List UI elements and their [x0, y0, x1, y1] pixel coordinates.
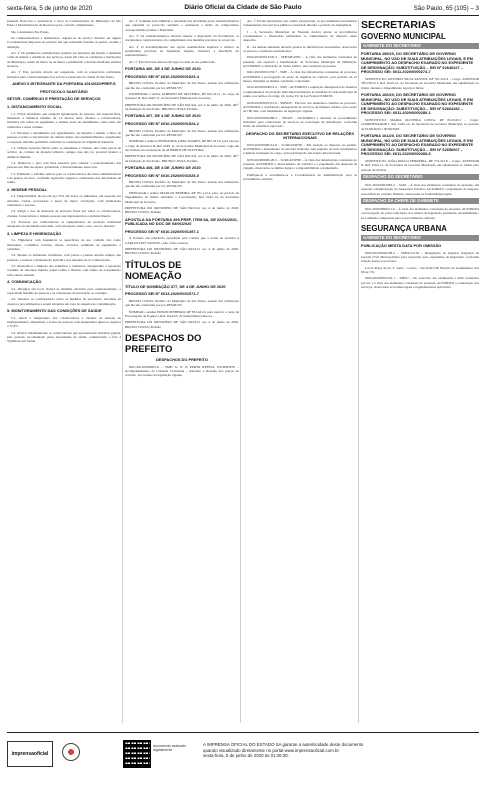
act-heading: PORTARIA 407, DE 4 DE JUNHO DE 2020	[125, 113, 201, 119]
authenticity-line-1: A IMPRENSA OFICIAL DO ESTADO SA garante a autenticidade deste documento	[203, 742, 364, 747]
paragraph: 4.1. Divulgar em local visível as medidas adotadas pelo estabelecimento, a capacidade máxima de pessoas e as orientações de prevenção ao contágio.	[7, 286, 121, 295]
paragraph: EXONERAR o senhor ALBERTO DE OLIVEIRA, RF 601.221.1, do cargo de Assessor II, Ref. DAS-11, da Secretaria Municipal de Governo.	[125, 91, 239, 101]
paragraph: BRUNO COVAS, Prefeito do Município de São Paulo, usando das atribuições que lhe são conferidas por lei, RESOLVE:	[125, 128, 239, 137]
paragraph: 6018.2020/0025515-9 - SMSUB - Em face dos elementos contidos no processo, AUTORIZO a contratação emergencial de serviços de limpeza urbana, pelo prazo de 180 dias, com fundamento na legislação vigente.	[243, 100, 357, 114]
paragraph: 6070.2020/0000114-8 – SCRI/ASSESP – Em atenção ao disposto no pedido, AUTORIZO o afastamento do servidor indicado, sem prejuízo de seus vencimentos e demais vantagens do cargo, para participação em evento internacional.	[243, 142, 357, 156]
paragraph: 6012.2020/0004874-2 - SMS - AUTORIZO a aquisição emergencial de insumos e equipamentos de proteção individual destinados às unidades da rede municipal de saúde, nos termos do artigo 24, inciso IV, da Lei Federal 8.666/93.	[243, 85, 357, 99]
process-number: PROCESSO SEI Nº 6010.2020/0001525-0	[125, 172, 199, 178]
process-number: PROCESSO SEI Nº 6013.2020/0001571-7	[125, 291, 199, 297]
paragraph: II - As demais unidades deverão prestar as informações necessárias, observados os prazos e condições estabelecidos.	[243, 44, 357, 54]
signature-block: PREFEITURA DO MUNICÍPIO DE SÃO PAULO, aos 4 de junho de 2020, 467º da fundação de São Paulo. BRUNO COVAS, Prefeito	[125, 154, 239, 163]
act-heading: PORTARIA 160/20, DO SECRETÁRIO DE GOVERNO MUNICIPAL, NO USO DE SUAS ATRIBUIÇÕES LEGAIS, E EM CUMPRIMENTO AO DESPACHO EXARADO NO EXPEDIENTE DE DESIGNAÇÃO: SUBSTITUIÇÃO – SEI Nº 62664282 – PROCESSO SEI: 6011.2020/0000280-1	[361, 92, 474, 116]
paragraph: 5.2. Afastar imediatamente os colaboradores que apresentarem sintomas gripais, pelo período recomendado pelas autoridades de saúde, comunicando o fato à Vigilância em Saúde.	[7, 330, 121, 344]
paragraph: Art. 4º O descumprimento das regras estabelecidas sujeitará o infrator às penalidades previstas na legislação vigente, inclusive a interdição do estabelecimento.	[125, 44, 239, 58]
paragraph: 2.1. Disponibilizar álcool em gel 70% em todos os ambientes, em especial nas entradas, caixas, provadores e áreas de maior circulação, com sinalização orientando o seu uso.	[7, 194, 121, 207]
paragraph: 3.2. Manter os ambientes ventilados, com portas e janelas abertas sempre que possível, e realizar a manutenção periódica dos sistemas de ar condicionado.	[7, 253, 121, 262]
signature-block: PREFEITURA DO MUNICÍPIO DE SÃO PAULO, aos 4 de junho de 2020. BRUNO COVAS, Prefeito	[125, 247, 239, 256]
paragraph: BRUNO COVAS, Prefeito do Município de São Paulo, usando das atribuições que lhe são conferidas por lei, RESOLVE:	[125, 81, 239, 90]
section-heading: SETOR: COMÉRCIO E PRESTAÇÃO DE SERVIÇOS	[7, 96, 101, 102]
act-heading: PUBLICAÇÃO MESTA DATA POR OMISSÃO	[361, 243, 442, 249]
paragraph: 6011.2020/0000211-9 – À vista dos elementos constantes do presente, AUTORIZO a prorrogação do prazo solicitado, nos termos da legislação pertinente, encaminhando-se à unidade competente para as providências cabíveis.	[361, 207, 479, 220]
column-4	[361, 19, 479, 727]
section-heading: 3. LIMPEZA E HIGIENIZAÇÃO	[7, 230, 62, 236]
act-heading: APOSTILA DA PORTARIA 399-PREF, ITEM 5A, DE 02/06/2020, PUBLICADA NO DOC DE 03/06/2020	[125, 216, 238, 227]
paragraph: Art. 5º Esta portaria deverá ser respeitada, com as respectivas atividades, inclusive para o funcionamento dos serviços essenciais da cidade de São Paulo.	[7, 70, 121, 79]
paragraph: DESIGNAR o senhor MARCOS PEREIRA, RF 701.112.4, para, no período de impedimento do titular, substituir o Coordenador, Ref. DAS-14, da Secretaria Municipal de Governo.	[125, 190, 239, 204]
section-heading: 2. HIGIENE PESSOAL	[7, 186, 47, 192]
signature-block: PREFEITURA DO MUNICÍPIO DE SÃO PAULO, aos 4 de junho de 2020, 467º da fundação de São Paulo. BRUNO COVAS, Prefeito	[125, 102, 239, 111]
section-heading: 4. COMUNICAÇÃO	[7, 279, 42, 284]
section-title: TÍTULOS DE NOMEAÇÃO	[125, 259, 182, 282]
paragraph: São a Assinatura Eas Partes.	[11, 29, 50, 34]
authenticity-line-3: sexta-feira, 5 de junho de 2020 às 01:26:30.	[203, 753, 289, 759]
paragraph: 1.1. Evitar atividades que ensejem aglomeração de pessoas, em especial filas, mantendo a distância mínima de 1,5 metros entre clientes e colaboradores, inclusive em caixas de pagamento e demais áreas de atendimento, bem como em refeitórios e áreas comuns.	[7, 111, 121, 129]
paragraph: SUBSTITUTO: ANTONIO SILVA SANTOS, RF 701.322.4 – Cargo: ASSESSOR TÉCNICO I, Ref. DAS-12, da Secretaria de Governo Municipal, em substituição ao titular, durante o impedimento legal por férias.	[361, 76, 479, 90]
paragraph: 6029.2020/0001332-1 – SMSU – No exercício das atribuições a mim conferidas por lei, e à vista dos elementos constantes no presente, AUTORIZO a contratação dos serviços, observadas as normas legais e regulamentares aplicáveis.	[361, 276, 479, 290]
header-rule	[7, 15, 479, 16]
section-title-secretarias: SECRETARIAS	[361, 19, 436, 31]
column-divider	[122, 19, 123, 723]
section-title: DESPACHOS DO PREFEITO	[125, 332, 202, 355]
paragraph: presente Protocolo e estabelecer a troca as Comissariados do Município de São Paulo e Movimentação de Recursos para o devido cumprimento.	[7, 19, 121, 28]
paragraph: 1.2. Priorizar o atendimento por agendamento, de maneira a reduzir o fluxo de pessoas e evitar a concentração de clientes dentro dos estabelecimentos, respeitando a ocupação máxima permitida conforme as orientações da Vigilância Sanitária.	[7, 130, 121, 144]
paragraph: SUBSTITUTO: MARIA OLIVEIRA COSTA, RF 812.045.3 – Cargo: COORDENADOR I, Ref. DAS-14, da Secretaria de Governo Municipal, no período de 01/06/2020 a 30/06/2020.	[361, 117, 479, 131]
imprensa-oficial-logo: imprensaoficial	[7, 741, 53, 767]
authenticity-note	[203, 742, 443, 759]
authenticity-line-2: quando visualizado diretamente no portal www.imprensaoficial.com.br	[203, 747, 339, 753]
footer-rule	[7, 732, 479, 733]
act-heading: PORTARIA 161/20, DO SECRETÁRIO DE GOVERNO MUNICIPAL, NO USO DE SUAS ATRIBUIÇÕES LEGAIS, E EM CUMPRIMENTO AO DESPACHO EXARADO NO EXPEDIENTE DE DESIGNAÇÃO: SUBSTITUIÇÃO – SEI Nº 62656607 – PROCESSO SEI: 6011.2020/0000283-6	[361, 133, 474, 157]
paragraph: 6021.2020/0015233-7 - SME - À vista das informações constantes do processo, AUTORIZO a prorrogação do prazo de vigência do contrato, pelo período de 12 meses, mantidas as demais condições contratuais.	[243, 70, 357, 84]
page-footer	[7, 732, 479, 788]
paragraph: 1.5. Estimular o trabalho remoto para os colaboradores das áreas administrativas e de grupos de risco, conforme legislação vigente e orientações das autoridades de saúde.	[7, 171, 121, 185]
paragraph: Art. 2º Somente será admitida a retomada das atividades pelos estabelecimentos que aderirem ao protocolo sanitário e assinarem o termo de compromisso correspondente perante a Prefeitura.	[125, 19, 239, 32]
act-heading: TÍTULO DE NOMEAÇÃO 377, DE 4 DE JUNHO DE 2020	[125, 283, 226, 289]
signature-block: PREFEITURA DO MUNICÍPIO DE SÃO PAULO, aos 4 de junho de 2020. BRUNO COVAS, Prefeito	[125, 205, 239, 215]
paragraph: Art. 1º Ficam autorizados, em caráter excepcional, os procedimentos necessários à manutenção dos serviços públicos essenciais durante o período de emergência.	[243, 19, 357, 28]
qr-caption: documento assinado digitalmente	[153, 744, 187, 753]
act-heading: PORTARIA 159/20, DO SECRETÁRIO DE GOVERNO MUNICIPAL, NO USO DE SUAS ATRIBUIÇÕES LEGAIS, E EM CUMPRIMENTO AO DESPACHO EXARADO NO EXPEDIENTE DE DESIGNAÇÃO: SUBSTITUIÇÃO – SEI Nº 62646227 – PROCESSO SEI: 6011.2020/0000274-7	[361, 51, 474, 75]
process-number: PROCESSO SEI Nº 6010.2020/0001524-2	[125, 120, 199, 126]
paragraph: BRUNO COVAS, Prefeito do Município de São Paulo, usando das atribuições que lhe são conferidas por lei, RESOLVE:	[125, 298, 239, 308]
column-divider	[358, 19, 359, 723]
act-heading: PORTARIA 406, DE 4 DE JUNHO DE 2020	[125, 66, 201, 72]
process-number: PROCESSO SEI Nº 6010.2020/0001523-4	[125, 73, 199, 79]
paragraph: 1.3. Utilizar barreiras físicas entre os atendentes e clientes, tais como placas de acrílico ou cortinas de material plástico, sempre que não for possível manter a distância mínima.	[7, 145, 121, 159]
paragraph: Publique-se e encaminhe-se à Coordenadoria de Administração para as providências cabíveis.	[243, 172, 357, 182]
column-1	[7, 19, 121, 727]
paragraph: Art. 5º Esta Portaria entrará em vigor na data de sua publicação.	[129, 59, 216, 64]
paragraph: 6015.2020/0002286-5 - SEGES - AUTORIZO a abertura de procedimento licitatório para contratação de serviços de tecnologia da informação, conforme termo de referência aprovado.	[243, 115, 357, 129]
paragraph: 6029.2019/0004108-2 – SMSU/GCM – Designação do Inspetor Regional da Guarda Civil Metropolitana para responder pelo expediente da Inspetoria, conforme relação anexa ao processo.	[361, 250, 479, 264]
paragraph: 3.3. Intensificar a limpeza dos sanitários e vestiários, assegurando a reposição contínua de sabonete líquido, papel toalha e lixeiras com tampa de acionamento sem contato manual.	[7, 263, 121, 277]
paragraph: 6070.2020/0000120-2 – SCRI/ASSESP – À vista das informações constantes no presente, AUTORIZO o deslocamento da comitiva e o pagamento das despesas de viagem, observados os limites legais e a disponibilidade orçamentária.	[243, 157, 357, 171]
paragraph: 5.1. Aferir a temperatura dos colaboradores e clientes na entrada do estabelecimento, impedindo o acesso de pessoas com temperatura igual ou superior a 37,8ºC.	[7, 315, 121, 329]
page-header	[7, 3, 479, 14]
column-3	[243, 19, 357, 727]
subsection-bar: DESPACHO DO SECRETÁRIO	[361, 174, 479, 180]
signature-block: PREFEITURA DO MUNICÍPIO DE SÃO PAULO, aos 4 de junho de 2020. BRUNO COVAS, Prefeito	[125, 320, 239, 329]
paragraph: Os comissionadores e animadores, registra-se de serviço deverão ser alguns Coordenadores impostos no período em que estiverem fazendo as partes, excluir a distinção.	[7, 36, 121, 49]
paragraph: SUBSTITUTO: JOÃO PAULO FERREIRA, RF 774.321.8 – Cargo: ASSESSOR II, Ref. DAS-11, da Secretaria de Governo Municipal, em substituição ao titular pelo período de 20 dias.	[361, 158, 479, 172]
paragraph: 3.1. Higienizar com frequência as superfícies de uso comum, tais como maçanetas, corrimãos, balcões, mesas, teclados, terminais de pagamento e carrinhos.	[7, 238, 121, 251]
paragraph: NOMEAR a senhora FERNANDA LIMA SOARES, RF 887.431.6, para exercer o cargo de Assessor II, Ref. DAS-11, da Secretaria Municipal de Governo, vago em decorrência da exoneração de ALBERTO DE OLIVEIRA.	[125, 139, 239, 152]
paragraph: Local: Praça da Sé, 2º andar – Centro – São Paulo/SP. Horário de atendimento: das 9h às 17h.	[361, 265, 479, 275]
act-heading: DESPACHO DO SECRETÁRIO EXECUTIVO DE RELAÇÕES INTERNACIONAIS	[245, 130, 354, 141]
paragraph: 2.3. Fornecer aos colaboradores os equipamentos de proteção individual adequados às atividades exercidas, com orientação sobre o uso, troca e descarte.	[7, 219, 121, 229]
act-heading: DESPACHOS DO PREFEITO	[156, 356, 208, 362]
state-government-seal-icon	[55, 741, 85, 765]
paragraph: Art. 3º Os estabelecimentos deverão manter à disposição da fiscalização os documentos comprobatórios do cumprimento das medidas previstas no protocolo.	[125, 34, 239, 43]
protocol-heading: PROTOCOLO SANITÁRIO	[40, 88, 88, 94]
paragraph: 1.4. Demarcar o piso com fitas adesivas para orientar o posicionamento das pessoas nas filas de espera, garantindo o distanciamento entre elas.	[7, 160, 121, 170]
section-heading: 1. DISTANCIAMENTO SOCIAL	[7, 103, 62, 109]
paragraph: 6021.2019/0049815-6 – SME/ G. E. P. PINHO REFEGI. INCIDENTE – Acompanhamento da Cláusula Contratual – Autorizo a Revisão dos preços do contrato, nos termos da legislação vigente.	[125, 364, 239, 378]
section-title-governo: GOVERNO MUNICIPAL	[361, 32, 446, 41]
annex-heading: ANEXO II INTEGRANTE DA PORTARIA 401/2020/PREF.G	[12, 81, 116, 87]
column-2	[125, 19, 239, 727]
section-heading: 5. MONITORAMENTO DAS CONDIÇÕES DE SAÚDE	[7, 307, 102, 313]
subsection-bar: DESPACHO DA CHEFE DE GABINETE	[361, 198, 479, 204]
header-edition: São Paulo, 65 (105) – 3	[413, 5, 479, 12]
subsection-bar: GABINETE DO SECRETÁRIO	[361, 43, 479, 49]
paragraph: 6011.2019/0001983-2 – SGM – À vista dos elementos constantes do presente, em especial a manifestação da Assessoria Jurídica, AUTORIZO o pagamento da despesa, nos termos do contrato firmado, observadas as formalidades legais.	[361, 183, 479, 196]
paragraph: 2.2. Exigir o uso de máscaras de proteção facial por todos os colaboradores, clientes, fornecedores e demais pessoas que ingressarem no estabelecimento.	[7, 209, 121, 218]
paragraph: BRUNO COVAS, Prefeito do Município de São Paulo, usando das atribuições que lhe são conferidas por lei, RESOLVE:	[125, 180, 239, 189]
paragraph: Art. 3º Os parâmetros estabelecidos poderão ser alterados em função a demanda a fim de manter a eficiência dos serviços, tendo em vista as condições e instalações do Município, sendo de maior ou de maior e permitindo a decisão mediante estudos técnicos.	[7, 51, 121, 69]
section-title-seguranca: SEGURANÇA URBANA	[361, 224, 447, 234]
header-title: Diário Oficial da Cidade de São Paulo	[184, 4, 302, 11]
paragraph: I - A Secretaria Municipal da Fazenda deverá adotar as providências orçamentárias e financeiras pertinentes ao cumprimento do disposto neste despacho.	[243, 29, 357, 43]
process-number: PROCESSO SEI Nº 6010.2020/0001497-1	[125, 228, 199, 234]
qr-code-icon	[123, 740, 151, 768]
subsection-bar: GABINETE DO SECRETÁRIO	[361, 235, 479, 241]
act-heading: PORTARIA 408, DE 4 DE JUNHO DE 2020	[125, 164, 201, 170]
paragraph: 6016.2020/0013545-3 - SEHAB/ATEC - À vista dos elementos constantes do presente, em especial a manifestação da Secretaria Municipal de Habitação, AUTORIZO a celebração do termo aditivo, nas condições propostas.	[243, 55, 357, 69]
paragraph: 4.2. Orientar os colaboradores sobre as medidas de prevenção, sintomas da doença e procedimentos a serem adotados em caso de suspeita de contaminação.	[7, 297, 121, 306]
column-divider	[240, 19, 241, 723]
paragraph: À Portaria em referência apostilada para constar que o nome do servidor é CARLOS DOS SANTOS e não como constou.	[125, 236, 239, 245]
paragraph: NOMEAR o senhor EDSON PINHEIRO, RF 832.441.0, para exercer o cargo de Encarregado de Equipe I, Ref. DAI-05, da Subprefeitura Mooca.	[125, 309, 239, 318]
header-date: sexta-feira, 5 de junho de 2020	[7, 5, 93, 12]
